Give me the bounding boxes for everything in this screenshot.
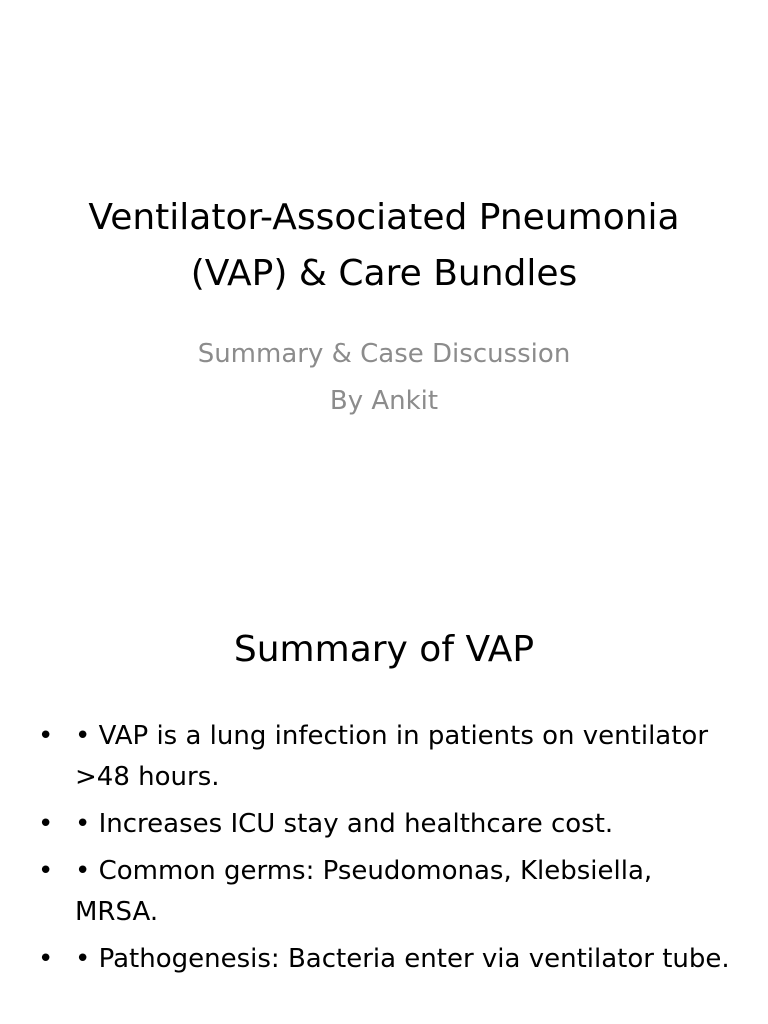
bullet-item [38, 716, 738, 798]
subtitle-line-1: Summary & Case Discussion [197, 339, 571, 369]
bullet-item [38, 804, 738, 845]
bullet-marker: • [38, 721, 54, 751]
bullet-text: • Pathogenesis: Bacteria enter via ventilator tube. [75, 944, 730, 974]
bullet-text: • VAP is a lung infection in patients on ventilator >48 hours. [75, 721, 709, 792]
bullet-marker: • [38, 809, 54, 839]
bullet-marker: • [38, 856, 54, 886]
summary-title: Summary of VAP [233, 629, 535, 670]
bullet-item [38, 939, 738, 980]
bullet-item [38, 851, 738, 933]
slide-title [0, 190, 768, 302]
slide-subtitle [0, 331, 768, 425]
bullet-text: • Increases ICU stay and healthcare cost. [75, 809, 614, 839]
slide-title-line-1: Ventilator-Associated Pneumonia [88, 197, 680, 238]
summary-slide [0, 576, 768, 1024]
bullet-list [38, 716, 738, 986]
slide-title-line-2: (VAP) & Care Bundles [190, 253, 578, 294]
bullet-text: • Common germs: Pseudomonas, Klebsiella, MRSA. [75, 856, 653, 927]
bullet-marker: • [38, 944, 54, 974]
subtitle-author: By Ankit [329, 386, 439, 416]
